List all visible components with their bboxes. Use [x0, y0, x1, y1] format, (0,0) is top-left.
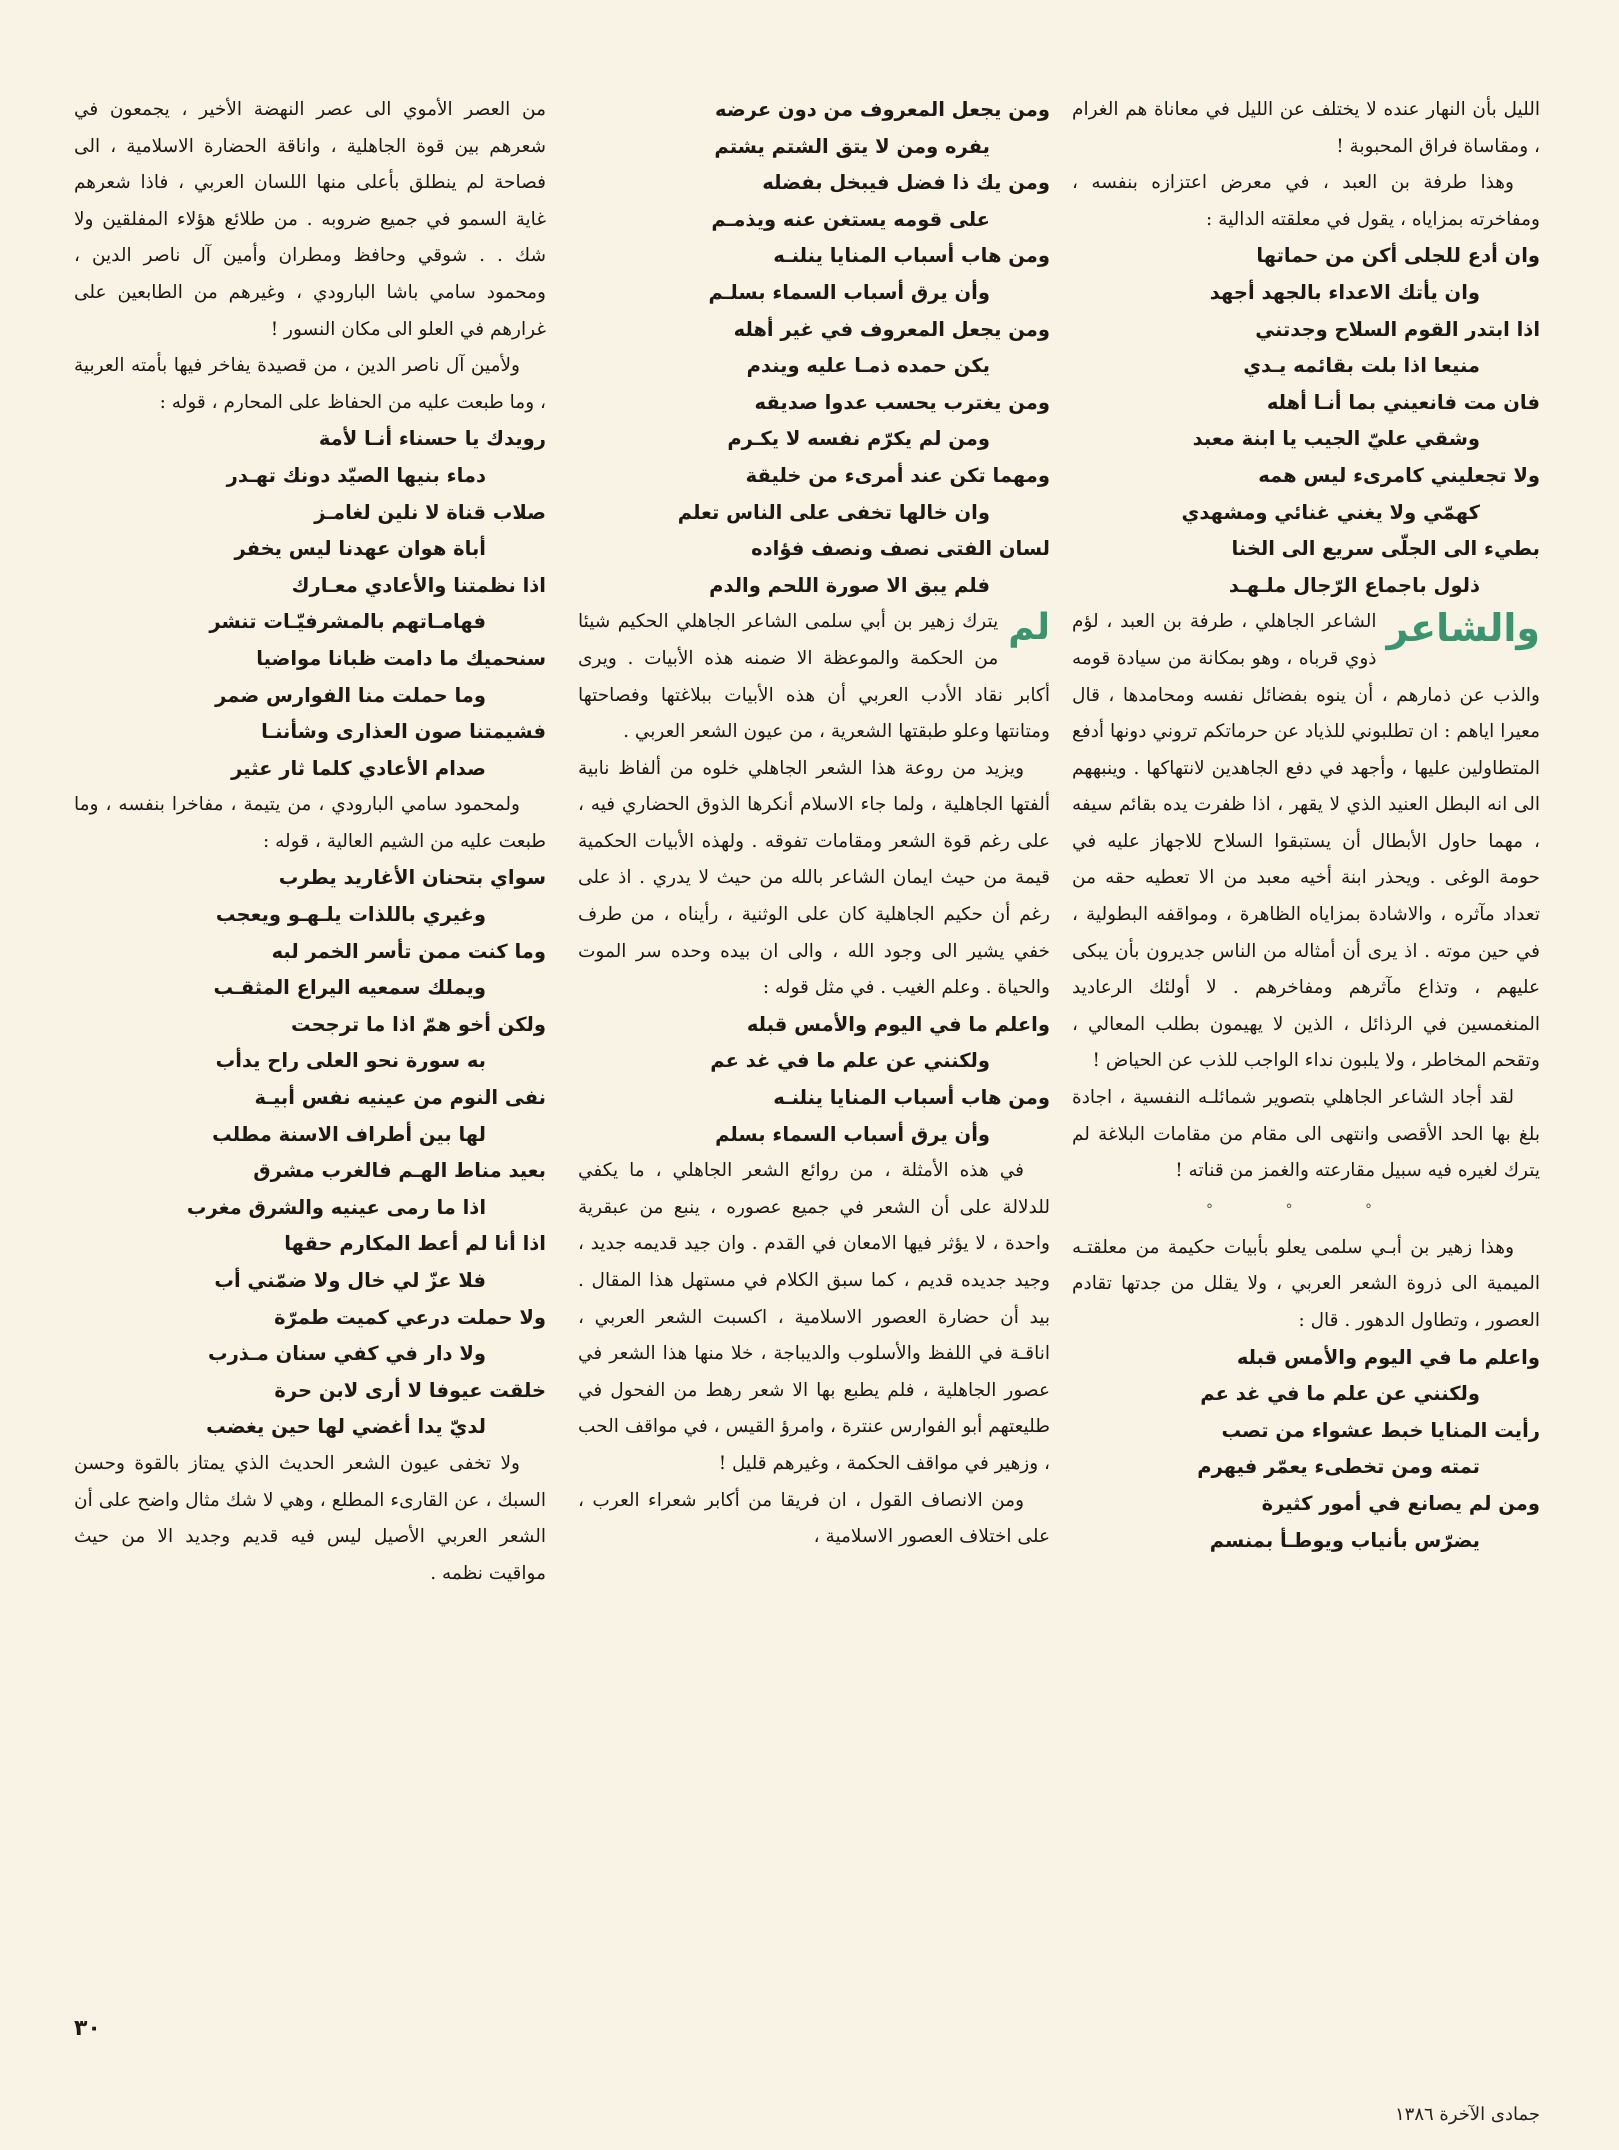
- verse-line: ومهما تكن عند أمرىء من خليقة: [745, 463, 1050, 487]
- verse-line: ومن هاب أسباب المنايا ينلنـه: [773, 1086, 1050, 1110]
- verse-line: سنحميك ما دامت ظبانا مواضيا: [256, 646, 546, 670]
- paragraph: [578, 1483, 1050, 1556]
- text-column-middle: [578, 92, 1050, 1992]
- verse-line: ذلول باجماع الرّجال ملـهـد: [1228, 573, 1480, 597]
- paragraph-text: في هذه الأمثلة ، من روائع الشعر الجاهلي ، ما يكفي للدلالة على أن الشعر في جميع عصوره ، ينبع من عبقرية واحدة ، لا يؤثر فيها الامعان في القدم . وان جيد قديمه جديد ، وجيد جديده قديم ، كما سبق الكلام في مستهل هذا المقال . بيد أن حضارة العصور الاسلامية ، اكسبت الشعر العربي ، اناقـة في اللفظ والأسلوب والديباجة ، خلا منها هذا الشعر في عصور الجاهلية ، فلم يطبع بها الا شعر رهط من الفحول في طليعتهم أبو الفوارس عنترة ، وامرؤ القيس ، في مواقف الحب ، وزهير في مواقف الحكمة ، وغيرهم قليل !: [578, 1160, 1050, 1474]
- verse-line: وان خالها تخفى على الناس تعلم: [677, 500, 990, 524]
- section-separator: ° ° °: [1206, 1201, 1406, 1218]
- verse-line: رأيت المنايا خبط عشواء من تصب: [1221, 1418, 1540, 1442]
- verse-line: ولكنني عن علم ما في غد عم: [710, 1049, 990, 1073]
- verse-line: وشقي عليّ الجيب يا ابنة معبد: [1192, 427, 1480, 451]
- drop-cap: لم: [1008, 607, 1050, 649]
- verse-line: به سورة نحو العلى راح يدأب: [215, 1049, 486, 1073]
- verse-line: واعلم ما في اليوم والأمس قبله: [1236, 1345, 1540, 1369]
- paragraph: [74, 787, 546, 860]
- verse-line: ولكنني عن علم ما في غد عم: [1200, 1382, 1480, 1406]
- paragraph-text: الشاعر الجاهلي ، طرفة بن العبد ، لؤم ذوي قرباه ، وهو بمكانة من سيادة قومه والذب عن ذمارهم ، أن ينوه بفضائل نفسه ومحامدها ، قال معيرا اياهم : ان تطلبوني للذياد عن حرماتكم تروني دونها أدفع المتطاولين عليها ، وأجهد في دفع الجاهدين لانتهاكها . وينبههم الى انه البطل العنيد الذي لا يقهر ، اذا ظفرت يده بقائم سيفه ، مهما حاول الأبطال أن يستبقوا السلاح للاجهاز عليه في حومة الوغى . ويحذر ابنة أخيه معبد من الا تعطيه حقه من تعداد مآثره ، والاشادة بمزاياه الظاهرة ، ومواقفه البطولية ، في حين موته . اذ يرى أن أمثاله من الناس جديرون بأن يبكى عليهم ، وتذاع مآثرهم ومفاخرهم . لا أولئك الرعاديد المنغمسين في الرذائل ، الذين لا يهيمون بطلب المعالي ، وتقحم المخاطر ، ولا يلبون نداء الواجب للذب عن الحياض !: [1072, 611, 1540, 1072]
- paragraph: [74, 348, 546, 421]
- verse-line: منيعا اذا بلت بقائمه يـدي: [1243, 354, 1480, 378]
- text-column-left: [74, 92, 546, 1984]
- paragraph: [1072, 92, 1540, 165]
- paragraph: [578, 751, 1050, 1007]
- verse-line: ومن هاب أسباب المنايا ينلنـه: [773, 244, 1050, 268]
- verse-line: لسان الفتى نصف ونصف فؤاده: [751, 537, 1050, 561]
- verse-line: اذا ما رمى عينيه والشرق مغرب: [186, 1195, 486, 1219]
- issue-date: جمادى الآخرة ١٣٨٦: [1395, 2104, 1540, 2125]
- paragraph-text: يترك زهير بن أبي سلمى الشاعر الجاهلي الحكيم شيئا من الحكمة والموعظة الا ضمنه هذه الأبيات . ويرى أكابر نقاد الأدب العربي أن هذه الأبيات ببلاغتها وفصاحتها ومتانتها وعلو طبقتها الشعرية ، من عيون الشعر العربي .: [578, 611, 1050, 743]
- verse-line: ولا تجعليني كامرىء ليس همه: [1258, 463, 1540, 487]
- verse-line: ومن يجعل المعروف من دون عرضه: [715, 98, 1050, 121]
- verse-line: يضرّس بأنياب ويوطـأ بمنسم: [1209, 1528, 1480, 1552]
- verse-line: وأن يرق أسباب السماء بسلـم: [708, 280, 990, 304]
- verse-line: نفى النوم من عينيه نفس أبيـة: [254, 1086, 546, 1110]
- verse-line: وأن يرق أسباب السماء بسلم: [715, 1122, 990, 1146]
- paragraph: [1072, 604, 1540, 1080]
- verse-line: ومن لم يكرّم نفسه لا يكـرم: [727, 427, 990, 451]
- verse-line: وان أدع للجلى أكن من حماتها: [1256, 244, 1540, 268]
- verse-line: يكن حمده ذمـا عليه ويندم: [746, 354, 990, 378]
- verse-line: صدام الأعادي كلما ثار عثير: [231, 756, 486, 780]
- verse-line: اذا نظمتنا والأعادي معـارك: [291, 573, 546, 597]
- verse-line: يفره ومن لا يتق الشتم يشتم: [714, 134, 990, 158]
- paragraph-text: ولأمين آل ناصر الدين ، من قصيدة يفاخر فيها بأمته العربية ، وما طبعت عليه من الحفاظ على المحارم ، قوله :: [74, 355, 546, 413]
- text-column-right: [1072, 92, 1540, 1984]
- verse-line: فان مت فانعيني بما أنـا أهله: [1266, 390, 1540, 414]
- paragraph-text: وهذا زهير بن أبـي سلمى يعلو بأبيات حكيمة من معلقتـه الميمية الى ذروة الشعر العربي ، ولا يقلل من جدتها تقادم العصور ، وتطاول الدهور . قال :: [1072, 1236, 1540, 1331]
- verse-line: كهمّي ولا يغني غنائي ومشهدي: [1181, 500, 1480, 524]
- verse-line: ومن يك ذا فضل فيبخل بفضله: [762, 171, 1050, 195]
- paragraph: [1072, 1080, 1540, 1190]
- verse-line: بطيء الى الجلّى سريع الى الخنا: [1231, 537, 1540, 561]
- paragraph-text: ويزيد من روعة هذا الشعر الجاهلي خلوه من ألفاظ نابية ألفتها الجاهلية ، ولما جاء الاسلام أنكرها الذوق الحضاري فيه ، على رغم قوة الشعر ومقامات تفوقه . ولهذه الأبيات الحكمية قيمة من حيث ايمان الشاعر بالله من حيث لا يدري . اذ على رغم أن حكيم الجاهلية كان على الوثنية ، رأيناه ، من طرف خفي يشير الى وجود الله ، والى ان بيده وحده سر الموت والحياة . وعلم الغيب . في مثل قوله :: [578, 757, 1050, 999]
- verse-line: واعلم ما في اليوم والأمس قبله: [746, 1012, 1050, 1036]
- paragraph: [578, 1153, 1050, 1482]
- verse-line: وما حملت منا الفوارس ضمر: [215, 683, 486, 707]
- verse-line: بعيد مناط الهـم فالغرب مشرق: [253, 1159, 546, 1183]
- paragraph-text: ولمحمود سامي البارودي ، من يتيمة ، مفاخرا بنفسه ، وما طبعت عليه من الشيم العالية ، قوله :: [74, 794, 546, 852]
- verse-line: وغيري باللذات يلـهـو ويعجب: [215, 903, 486, 927]
- verse-line: ويملك سمعيه اليراع المثقـب: [213, 976, 486, 1000]
- paragraph-text: وهذا طرفة بن العبد ، في معرض اعتزازه بنفسه ، ومفاخرته بمزاياه ، يقول في معلقته الدالية :: [1072, 172, 1540, 230]
- drop-cap: والشاعر: [1386, 606, 1540, 651]
- verse-line: تمته ومن تخطىء يعمّر فيهرم: [1197, 1455, 1480, 1479]
- verse-line: ومن لم يصانع في أمور كثيرة: [1261, 1491, 1540, 1515]
- paragraph: [578, 604, 1050, 750]
- paragraph-text: ومن الانصاف القول ، ان فريقا من أكابر شعراء العرب ، على اختلاف العصور الاسلامية ،: [578, 1489, 1050, 1548]
- verse-line: لديّ يدا أغضي لها حين يغضب: [206, 1415, 486, 1439]
- verse-line: ومن يغترب يحسب عدوا صديقه: [754, 390, 1050, 414]
- verse-line: أباة هوان عهدنا ليس يخفر: [234, 537, 486, 561]
- verse-line: دماء بنيها الصيّد دونك تهـدر: [226, 463, 486, 487]
- verse-line: ولكن أخو همّ اذا ما ترجحت: [290, 1012, 546, 1036]
- verse-line: خلقت عيوفا لا أرى لابن حرة: [274, 1378, 546, 1402]
- verse-line: على قومه يستغن عنه ويذمـم: [711, 207, 990, 231]
- verse-line: ولا دار في كفي سنان مـذرب: [207, 1342, 486, 1366]
- paragraph: [74, 92, 546, 348]
- verse-line: ومن يجعل المعروف في غير أهله: [733, 317, 1050, 341]
- verse-line: فلا عزّ لي خال ولا ضمّني أب: [214, 1269, 486, 1292]
- verse-line: وان يأتك الاعداء بالجهد أجهد: [1209, 280, 1480, 304]
- verse-line: فلم يبق الا صورة اللحم والدم: [709, 573, 990, 597]
- paragraph-text: ولا تخفى عيون الشعر الحديث الذي يمتاز بالقوة وحسن السبك ، عن القارىء المطلع ، وهي لا شك مثال واضح على أن الشعر العربي الأصيل ليس فيه قديم وجديد الا من حيث مواقيت نظمه .: [74, 1452, 546, 1584]
- verse-line: لها بين أطراف الاسنة مطلب: [212, 1122, 486, 1146]
- verse-line: فشيمتنا صون العذارى وشأننـا: [261, 720, 546, 744]
- paragraph-text: من العصر الأموي الى عصر النهضة الأخير ، يجمعون في شعرهم بين قوة الجاهلية ، واناقة الحضارة الاسلامية ، الى فصاحة لم ينطلق بأعلى منها اللسان العربي ، فاذا شعرهم غاية السمو في جميع ضروبه . من طلائع هؤلاء المفلقين ولا شك . . شوقي وحافظ ومطران وأمين آل ناصر الدين ، ومحمود سامي باشا البارودي ، وغيرهم من الطابعين على غرارهم في العلو الى مكان النسور !: [74, 99, 546, 340]
- verse-line: اذا أنا لم أعط المكارم حقها: [284, 1232, 546, 1256]
- paragraph-text: الليل بأن النهار عنده لا يختلف عن الليل في معاناة هم الغرام ، ومقاساة فراق المحبوبة !: [1072, 99, 1540, 157]
- paragraph: [1072, 1230, 1540, 1340]
- verse-line: وما كنت ممن تأسر الخمر لبه: [271, 939, 546, 963]
- verse-line: رويدك يا حسناء أنـا لأمة: [318, 427, 546, 451]
- page-number: ٣٠: [74, 2016, 101, 2041]
- verse-line: اذا ابتدر القوم السلاح وجدتني: [1255, 317, 1540, 341]
- verse-line: صلاب قناة لا نلين لغامـز: [314, 500, 546, 524]
- verse-line: سواي بتحنان الأغاريد يطرب: [278, 866, 546, 890]
- paragraph: [74, 1446, 546, 1592]
- verse-line: فهامـاتهم بالمشرفيّـات تنشر: [209, 610, 486, 634]
- verse-line: ولا حملت درعي كميت طمرّة: [274, 1305, 546, 1329]
- paragraph: [1072, 165, 1540, 238]
- paragraph-text: لقد أجاد الشاعر الجاهلي بتصوير شمائلـه النفسية ، اجادة بلغ بها الحد الأقصى وانتهى الى مقام من مقامات البلاغة لم يترك لغيره فيه سبيل مقارعته والغمز من قناته !: [1072, 1087, 1540, 1182]
